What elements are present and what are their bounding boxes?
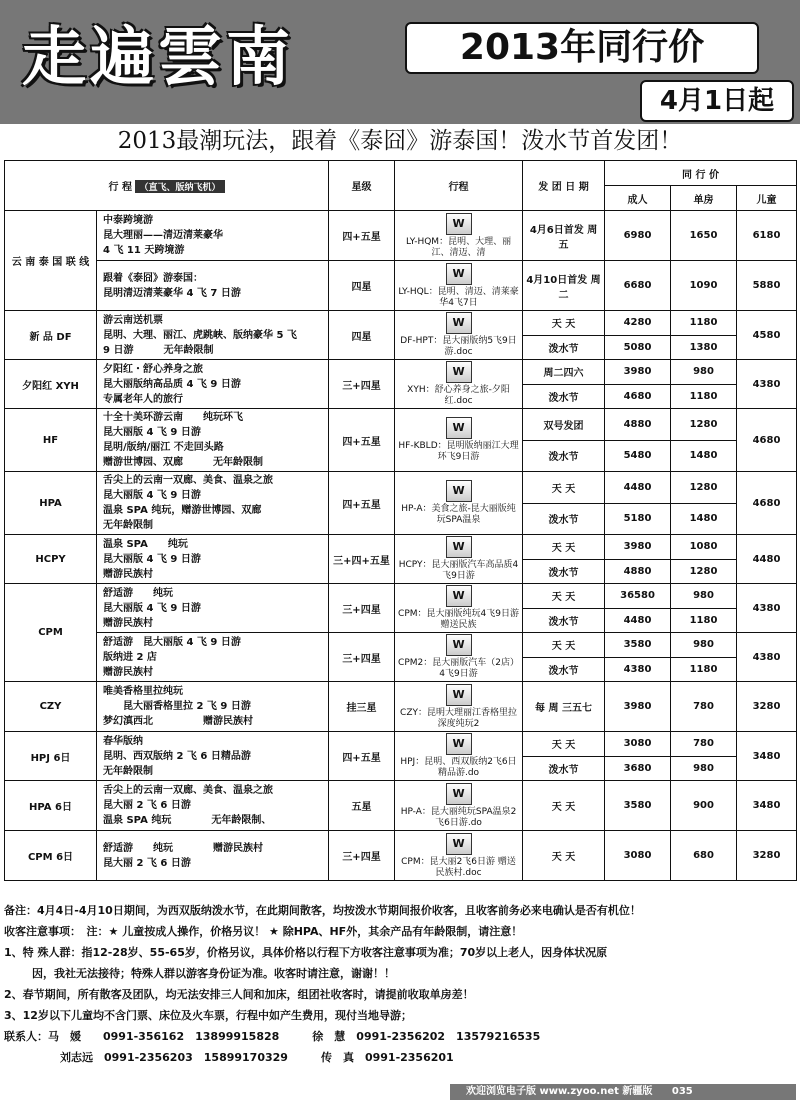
child-price: 3480 [737,732,797,781]
word-doc-icon[interactable]: W [446,634,472,656]
child-price: 4380 [737,633,797,682]
itinerary-doc-cell[interactable] [395,472,523,535]
route-desc-line: 夕阳红・舒心养身之旅 [103,363,203,375]
route-desc [97,732,329,781]
depart-cell: 泼水节 [523,384,605,409]
single-room-price: 1180 [671,384,737,409]
route-desc-line: 昆明/版纳/丽江 不走回头路 [103,442,224,453]
depart-cell: 天 天 [523,584,605,609]
doc-filename[interactable]: LY-HQL：昆明、清迈、清莱豪华4飞7日 [398,286,519,308]
contact-line: 联系人：马 媛 0991-356162 13899915828 徐 慧 0991-2356202 13579216535 [4,1030,541,1043]
itinerary-doc-cell[interactable] [395,584,523,633]
adult-price: 4280 [605,311,671,336]
single-room-price: 1280 [671,409,737,441]
depart-cell: 天 天 [523,472,605,504]
depart-cell: 4月6日首发 周五 [523,211,605,261]
region-cell: HCPY [5,535,97,584]
star-cell: 三+四星 [329,831,395,881]
word-doc-icon[interactable]: W [446,480,472,502]
route-desc-line: 昆大丽版 4 飞 9 日游 [103,490,201,501]
route-desc-line: 昆明、西双版纳 2 飞 6 日精品游 [103,750,251,762]
route-desc [97,633,329,682]
child-price: 3280 [737,682,797,732]
word-doc-icon[interactable]: W [446,361,472,383]
route-desc [97,261,329,311]
doc-filename[interactable]: HF-KBLD：昆明版纳丽江大理环飞9日游 [398,441,519,462]
depart-cell: 4月10日首发 周二 [523,261,605,311]
word-doc-icon[interactable]: W [446,213,472,235]
single-room-price: 900 [671,781,737,831]
itinerary-doc-cell[interactable] [395,311,523,360]
star-cell: 四+五星 [329,732,395,781]
tagline: 2013最潮玩法，跟着《泰囧》游泰国！泼水节首发团！ [117,128,683,154]
itinerary-doc-cell[interactable] [395,409,523,472]
adult-price: 3980 [605,535,671,560]
route-desc-line: 舒适游 昆大丽版 4 飞 9 日游 [103,636,241,648]
star-cell: 五星 [329,781,395,831]
route-desc-line: 游云南送机票 [103,314,163,326]
route-desc-line: 跟着《泰囧》游泰国： [103,272,203,284]
doc-filename[interactable]: HCPY：昆大丽版汽车高品质4飞9日游 [398,560,519,581]
single-header: 单房 [671,186,737,211]
note-line: 备注：4月4日-4月10日期间，为西双版纳泼水节，在此期间散客，均按泼水节期间报价收客，且收客前务必来电确认是否有机位！ [4,904,641,917]
single-room-price: 1180 [671,608,737,633]
child-price: 3280 [737,831,797,881]
depart-cell: 双号发团 [523,409,605,441]
region-cell: 夕阳红 XYH [5,360,97,409]
depart-cell: 天 天 [523,311,605,336]
child-price: 4680 [737,409,797,472]
route-desc [97,311,329,360]
depart-cell: 泼水节 [523,335,605,360]
note-line: 因，我社无法接待；特殊人群以游客身份证为准。收客时请注意，谢谢！！ [32,967,395,980]
depart-cell: 天 天 [523,535,605,560]
single-room-price: 1180 [671,657,737,682]
star-cell: 三+四星 [329,360,395,409]
child-price: 3480 [737,781,797,831]
region-cell: 新 品 DF [5,311,97,360]
word-doc-icon[interactable]: W [446,312,472,334]
adult-price: 4480 [605,608,671,633]
word-doc-icon[interactable]: W [446,684,472,706]
adult-price: 5080 [605,335,671,360]
table-row [5,360,797,385]
adult-price: 3080 [605,732,671,757]
depart-cell: 周二四六 [523,360,605,385]
adult-price: 4380 [605,657,671,682]
route-desc-line: 舌尖上的云南一双廊、美食、温泉之旅 [103,785,273,796]
depart-cell: 泼水节 [523,657,605,682]
notes-section [4,900,796,1068]
adult-price: 6680 [605,261,671,311]
adult-price: 3580 [605,781,671,831]
table-row [5,211,797,261]
note-line: 2、春节期间，所有散客及团队，均无法安排三人间和加床，组团社收客时，请提前收取单房差！ [4,988,474,1001]
table-row [5,584,797,609]
table-row [5,472,797,504]
word-doc-icon[interactable]: W [446,417,472,439]
single-room-price: 1280 [671,472,737,504]
star-cell: 四星 [329,261,395,311]
single-room-price: 1650 [671,211,737,261]
region-cell: HPA 6日 [5,781,97,831]
route-desc-line: 昆明、大理、丽江、虎跳峡、版纳豪华 5 飞 [103,329,297,341]
word-doc-icon[interactable]: W [446,263,472,285]
route-desc-line: 赠游民族村 [103,666,153,678]
child-price: 4680 [737,472,797,535]
star-cell: 三+四+五星 [329,535,395,584]
depart-cell: 天 天 [523,732,605,757]
table-row [5,409,797,441]
doc-filename[interactable]: CZY：昆明大理丽江香格里拉深度纯玩2 [400,707,517,729]
word-doc-icon[interactable]: W [446,783,472,805]
route-desc-line: 春华版纳 [103,735,143,747]
route-desc-line: 赠游民族村 [103,617,153,629]
footer-text: 欢迎浏览电子版 www.zyoo.net 新疆版 [466,1086,653,1097]
word-doc-icon[interactable]: W [446,536,472,558]
route-desc-line: 无年龄限制 [103,765,153,777]
route-desc-line: 温泉 SPA 纯玩，赠游世博园、双廊 [103,505,262,516]
itinerary-header: 行程 [395,161,523,211]
single-room-price: 1480 [671,503,737,535]
itinerary-doc-cell[interactable] [395,633,523,682]
adult-price: 6980 [605,211,671,261]
note-line: 3、12岁以下儿童均不含门票、床位及火车票，行程中如产生费用，现付当地导游； [4,1009,412,1022]
child-price: 4480 [737,535,797,584]
adult-price: 36580 [605,584,671,609]
route-desc-line: 专属老年人的旅行 [103,393,183,405]
itinerary-doc-cell[interactable] [395,732,523,781]
single-room-price: 1180 [671,311,737,336]
itinerary-doc-cell[interactable] [395,781,523,831]
route-desc-line: 版纳进 2 店 [103,651,157,663]
itinerary-doc-cell[interactable] [395,682,523,732]
route-desc-line: 昆大丽香格里拉 2 飞 9 日游 [103,701,251,712]
single-room-price: 1380 [671,335,737,360]
route-desc-line: 唯美香格里拉纯玩 [103,686,183,697]
route-desc [97,831,329,881]
adult-price: 5480 [605,440,671,472]
single-room-price: 780 [671,732,737,757]
region-cell: CZY [5,682,97,732]
adult-price: 4480 [605,472,671,504]
table-row [5,781,797,831]
star-cell: 三+四星 [329,584,395,633]
table-row [5,732,797,757]
word-doc-icon[interactable]: W [446,585,472,607]
adult-price: 4880 [605,409,671,441]
route-desc [97,682,329,732]
route-desc-line: 十全十美环游云南 纯玩环飞 [103,412,243,423]
adult-price: 3580 [605,633,671,658]
star-cell: 四+五星 [329,472,395,535]
route-header: 行 程 （直飞、版纳飞机） [5,161,329,211]
route-desc-line: 昆大丽版 4 飞 9 日游 [103,427,201,438]
depart-cell: 天 天 [523,831,605,881]
depart-cell: 天 天 [523,633,605,658]
depart-cell: 天 天 [523,781,605,831]
adult-price: 4680 [605,384,671,409]
itinerary-doc-cell[interactable] [395,360,523,409]
route-desc-line: 舌尖上的云南一双廊、美食、温泉之旅 [103,475,273,486]
depart-cell: 泼水节 [523,503,605,535]
route-desc-line: 无年龄限制 [103,520,153,531]
route-desc [97,211,329,261]
adult-price: 3080 [605,831,671,881]
adult-price: 4880 [605,559,671,584]
doc-filename[interactable]: HP-A：美食之旅-昆大丽版纯玩SPA温泉 [401,504,516,525]
route-desc [97,360,329,409]
doc-filename[interactable]: DF-HPT：昆大丽版纳5飞9日游.doc [400,336,517,357]
price-group-header: 同 行 价 [605,161,797,186]
route-desc-line: 温泉 SPA 纯玩 无年龄限制、 [103,815,272,826]
route-desc-line: 昆明清迈清莱豪华 4 飞 7 日游 [103,287,241,299]
contact-line: 刘志远 0991-2356203 15899170329 传 真 0991-2356201 [60,1051,454,1064]
child-price: 4380 [737,360,797,409]
child-price: 4580 [737,311,797,360]
route-desc-line: 4 飞 11 天跨境游 [103,245,185,256]
header-banner [0,0,800,124]
adult-price: 3980 [605,682,671,732]
single-room-price: 1280 [671,559,737,584]
route-desc-line: 昆大丽版纳高品质 4 飞 9 日游 [103,378,241,390]
route-desc-line: 赠游世博园、双廊 无年龄限制 [103,457,263,468]
adult-price: 3680 [605,756,671,781]
itinerary-doc-cell[interactable] [395,535,523,584]
single-room-price: 1090 [671,261,737,311]
adult-header: 成人 [605,186,671,211]
depart-cell: 泼水节 [523,608,605,633]
adult-price: 5180 [605,503,671,535]
route-desc [97,584,329,633]
star-cell: 四+五星 [329,409,395,472]
table-row [5,682,797,732]
region-cell: HPJ 6日 [5,732,97,781]
route-tag: （直飞、版纳飞机） [135,180,224,193]
itinerary-doc-cell[interactable] [395,211,523,261]
child-price: 4380 [737,584,797,633]
route-desc-line: 9 日游 无年龄限制 [103,344,214,356]
child-header: 儿童 [737,186,797,211]
footer-bar [450,1084,796,1100]
depart-header: 发 团 日 期 [523,161,605,211]
single-room-price: 980 [671,360,737,385]
star-cell: 三+四星 [329,633,395,682]
depart-cell: 泼水节 [523,756,605,781]
note-line: 1、特 殊人群：指12-28岁、55-65岁，价格另议，具体价格以行程下方收客注意事项为准；70岁以上老人，因身体状况原 [4,946,608,959]
price-table [4,160,797,881]
doc-filename[interactable]: CPM：昆大丽版纯玩4飞9日游 赠送民族 [398,609,519,630]
route-desc-line: 赠游民族村 [103,568,153,580]
route-desc-line: 温泉 SPA 纯玩 [103,538,188,550]
region-cell: HF [5,409,97,472]
page-number: 035 [671,1086,693,1097]
single-room-price: 980 [671,584,737,609]
route-desc [97,472,329,535]
doc-filename[interactable]: HP-A：昆大丽纯玩SPA温泉2飞6日游.do [400,806,517,828]
route-desc [97,409,329,472]
route-desc-line: 昆大丽 2 飞 6 日游 [103,857,191,869]
star-cell: 四星 [329,311,395,360]
word-doc-icon[interactable]: W [446,833,472,855]
route-desc-line: 昆大丽版 4 飞 9 日游 [103,602,201,614]
table-row [5,831,797,881]
table-row [5,535,797,560]
depart-cell: 泼水节 [523,559,605,584]
child-price: 5880 [737,261,797,311]
star-cell: 四+五星 [329,211,395,261]
single-room-price: 1080 [671,535,737,560]
date-badge: 4月1日起 [640,80,794,122]
doc-filename[interactable]: LY-HQM：昆明、大理、丽江、清迈、清 [405,236,512,258]
single-room-price: 680 [671,831,737,881]
note-line: 收客注意事项： 注：★ 儿童按成人操作，价格另议！ ★ 除HPA、HF外，其余产品有年龄限制，请注意！ [4,925,523,938]
brand-logo: 走遍雲南 [22,20,294,95]
doc-filename[interactable]: CPM2：昆大丽版汽车（2店）4飞9日游 [398,658,519,679]
doc-filename[interactable]: CPM：昆大丽2飞6日游 赠送民族村.doc [401,856,516,878]
single-room-price: 1480 [671,440,737,472]
single-room-price: 980 [671,756,737,781]
route-desc-line: 昆大理丽——清迈清莱豪华 [103,230,223,241]
route-desc [97,781,329,831]
table-row [5,633,797,658]
route-desc-line: 舒适游 纯玩 赠游民族村 [103,842,263,854]
doc-filename[interactable]: XYH：舒心养身之旅-夕阳红.doc [407,385,510,406]
route-desc-line: 中泰跨境游 [103,215,153,226]
region-cell: HPA [5,472,97,535]
depart-cell: 泼水节 [523,440,605,472]
route-desc-line: 舒适游 纯玩 [103,587,173,599]
itinerary-doc-cell[interactable] [395,261,523,311]
adult-price: 3980 [605,360,671,385]
child-price: 6180 [737,211,797,261]
region-cell: CPM 6日 [5,831,97,881]
region-cell: CPM [5,584,97,682]
table-row [5,261,797,311]
single-room-price: 780 [671,682,737,732]
single-room-price: 980 [671,633,737,658]
depart-cell: 每 周 三五七 [523,682,605,732]
route-desc-line: 昆大丽版 4 飞 9 日游 [103,553,201,565]
word-doc-icon[interactable]: W [446,733,472,755]
star-cell: 挂三星 [329,682,395,732]
table-body [5,211,797,881]
route-desc [97,535,329,584]
price-title: 2013年同行价 [405,22,759,74]
route-desc-line: 昆大丽 2 飞 6 日游 [103,800,191,811]
itinerary-doc-cell[interactable] [395,831,523,881]
route-desc-line: 梦幻滇西北 赠游民族村 [103,716,253,727]
star-header: 星级 [329,161,395,211]
region-cell: 云 南 泰 国 联 线 [5,211,97,311]
doc-filename[interactable]: HPJ：昆明、西双版纳2飞6日精品游.do [400,757,517,778]
table-row [5,311,797,336]
